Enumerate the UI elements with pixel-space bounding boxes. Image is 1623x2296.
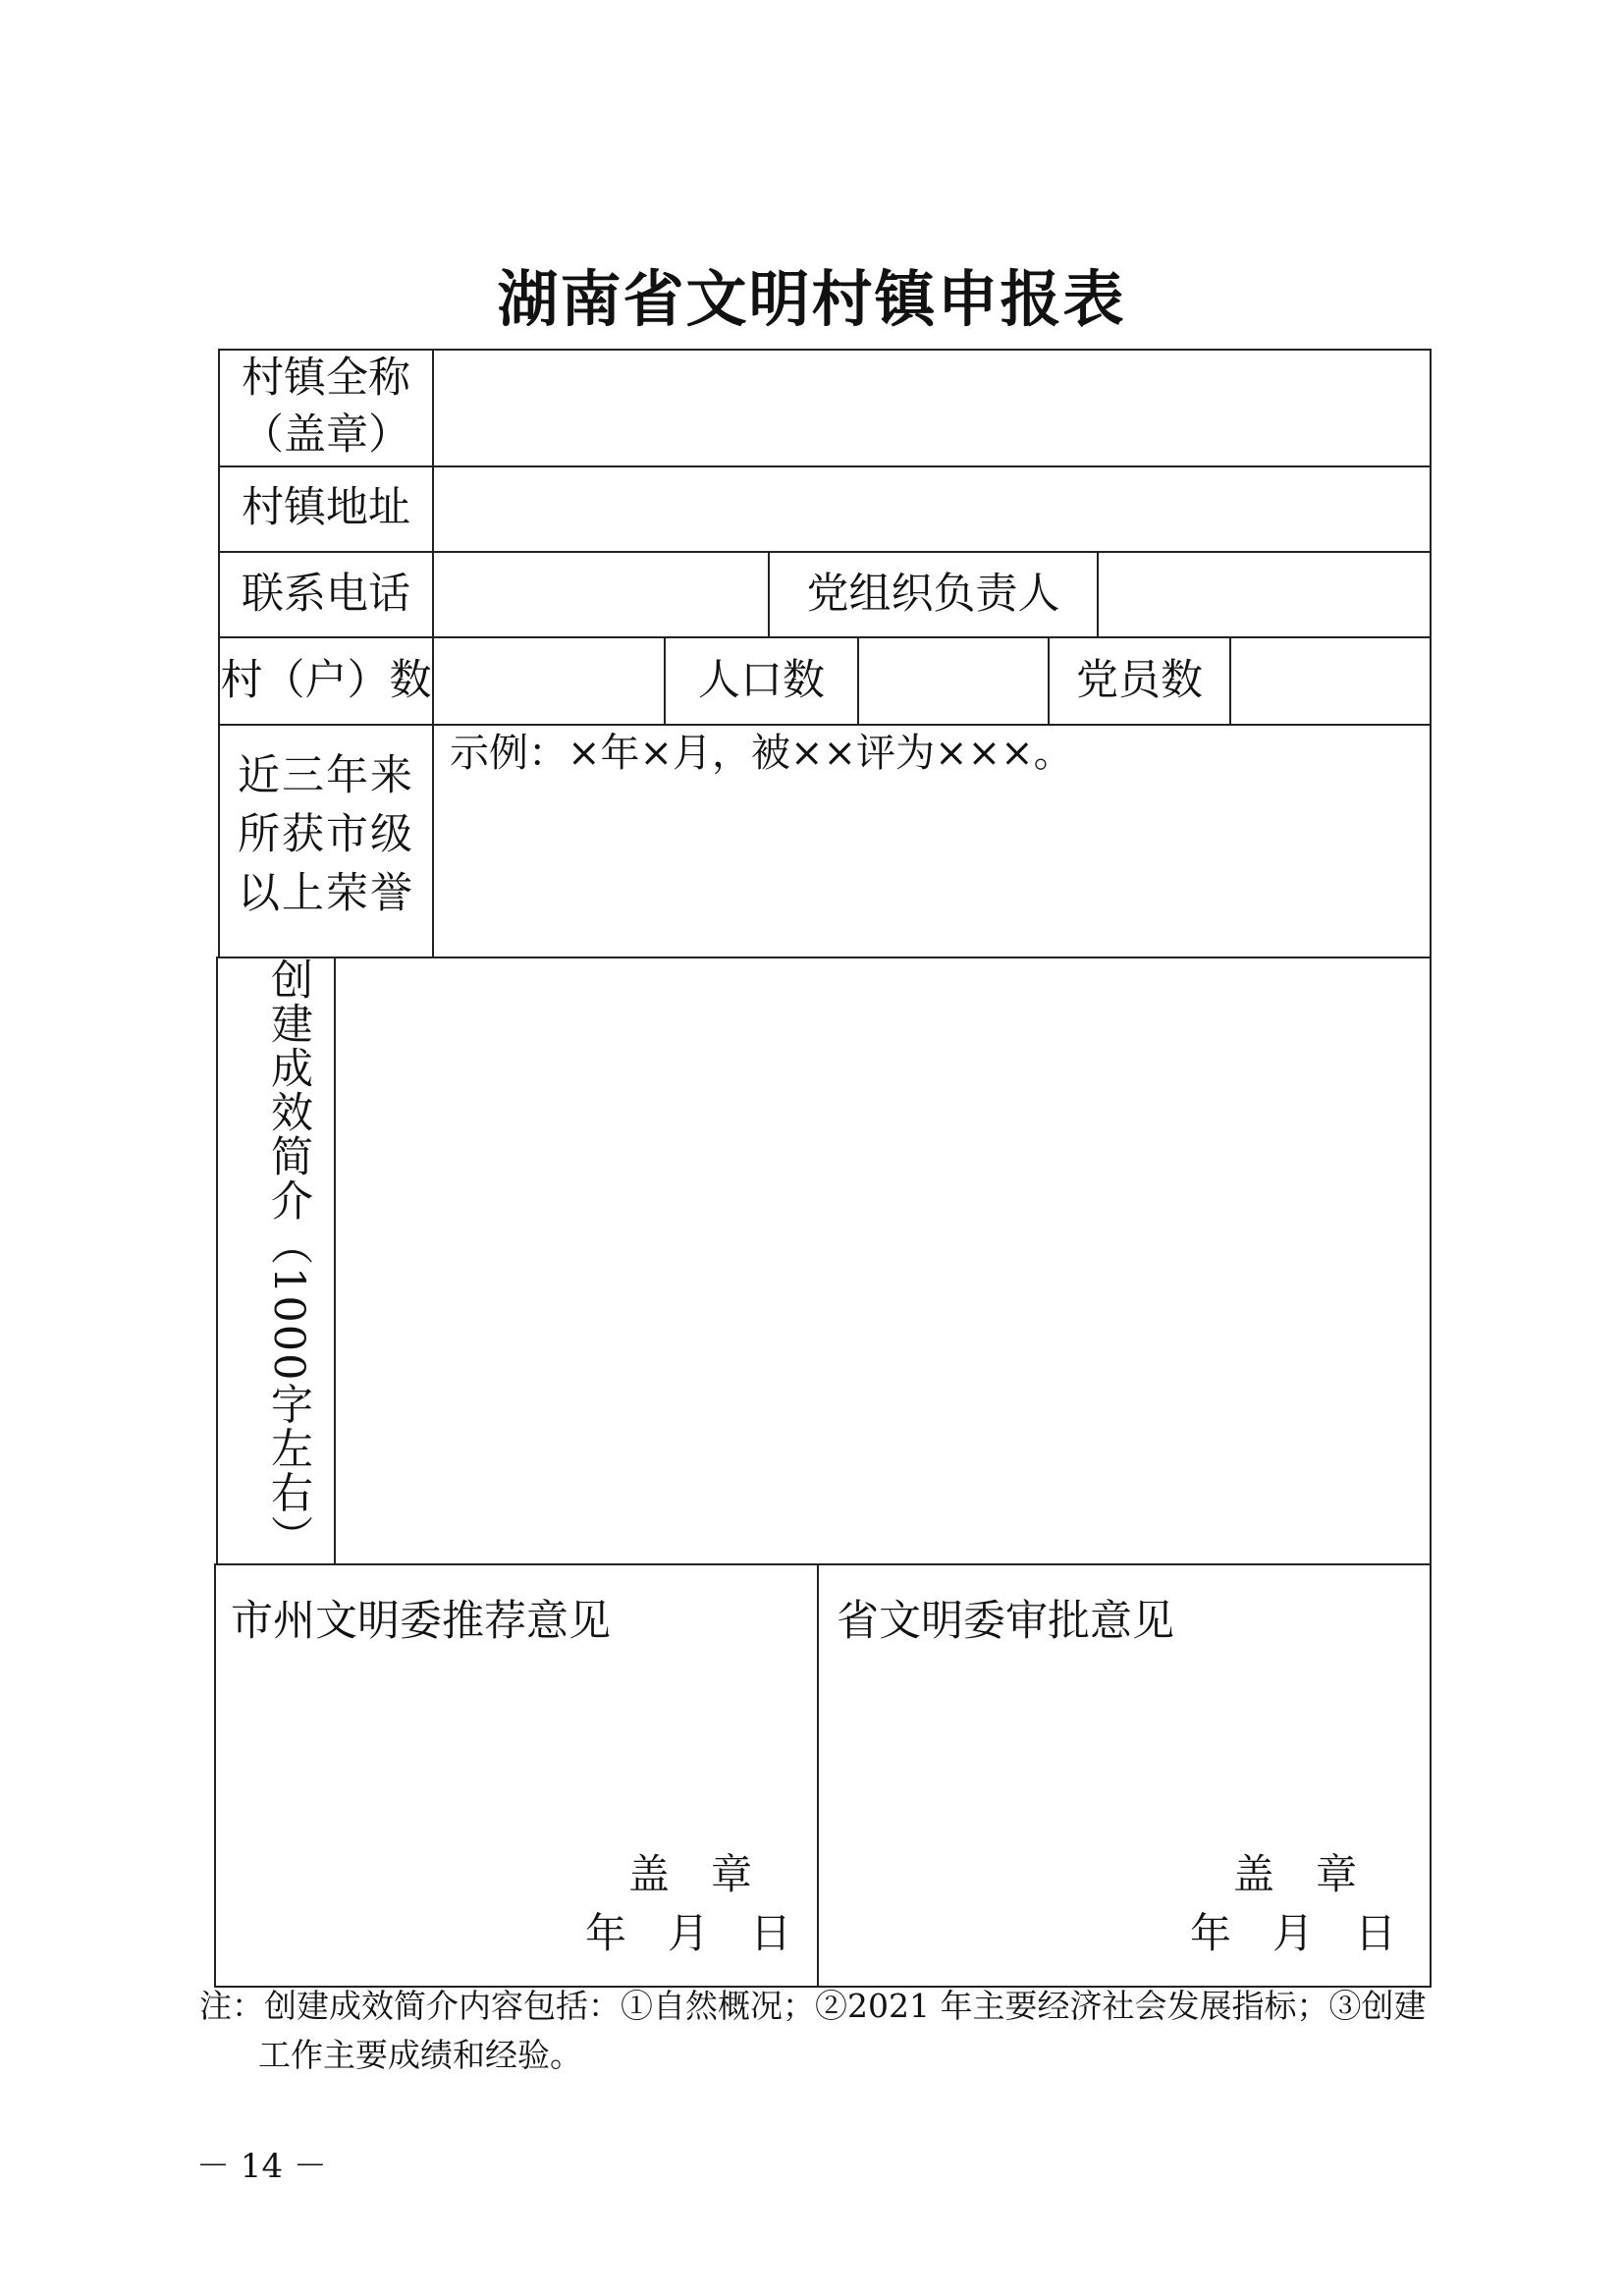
population-field[interactable] <box>859 638 1047 723</box>
honors-label-line3: 以上荣誉 <box>238 869 414 918</box>
achievements-label: 创建成效简介（1000字左右） <box>264 957 313 1559</box>
address-label: 村镇地址 <box>242 483 410 532</box>
table-line <box>1430 349 1432 1986</box>
honors-label-line2: 所获市级 <box>238 810 414 859</box>
honors-label <box>220 746 432 923</box>
phone-label: 联系电话 <box>242 570 410 619</box>
honors-label-line1: 近三年来 <box>238 751 414 800</box>
footnote-line1: 注：创建成效简介内容包括：①自然概况；②2021 年主要经济社会发展指标；③创建 <box>199 1987 1427 2025</box>
party-leader-label: 党组织负责人 <box>806 570 1060 619</box>
footnote-line2: 工作主要成绩和经验。 <box>258 2036 582 2074</box>
party-members-label: 党员数 <box>1076 656 1203 705</box>
name-label <box>220 350 432 464</box>
city-opinion-label: 市州文明委推荐意见 <box>231 1597 611 1646</box>
province-seal-text: 盖 章 <box>1233 1850 1358 1898</box>
party-members-field[interactable] <box>1231 638 1429 723</box>
address-field[interactable] <box>434 467 1429 550</box>
achievements-field[interactable] <box>336 958 1428 1561</box>
households-label: 村（户）数 <box>220 656 432 705</box>
name-field[interactable] <box>434 351 1429 465</box>
city-seal-text: 盖 章 <box>628 1850 753 1898</box>
households-field[interactable] <box>434 638 663 723</box>
province-opinion-label: 省文明委审批意见 <box>837 1597 1174 1646</box>
honors-example-text[interactable]: 示例：×年×月，被××评为×××。 <box>450 731 1073 776</box>
form-title: 湖南省文明村镇申报表 <box>497 263 1126 335</box>
footnote <box>199 1982 1432 2080</box>
phone-field[interactable] <box>434 553 767 635</box>
province-date-text: 年 月 日 <box>1190 1909 1397 1957</box>
page-number: － 14 － <box>196 2147 327 2186</box>
name-label-line1: 村镇全称 <box>242 354 410 403</box>
party-leader-field[interactable] <box>1099 553 1429 635</box>
population-label: 人口数 <box>698 656 825 705</box>
table-line <box>216 957 218 1563</box>
city-date-text: 年 月 日 <box>585 1909 792 1957</box>
name-label-line2: （盖章） <box>242 410 410 460</box>
